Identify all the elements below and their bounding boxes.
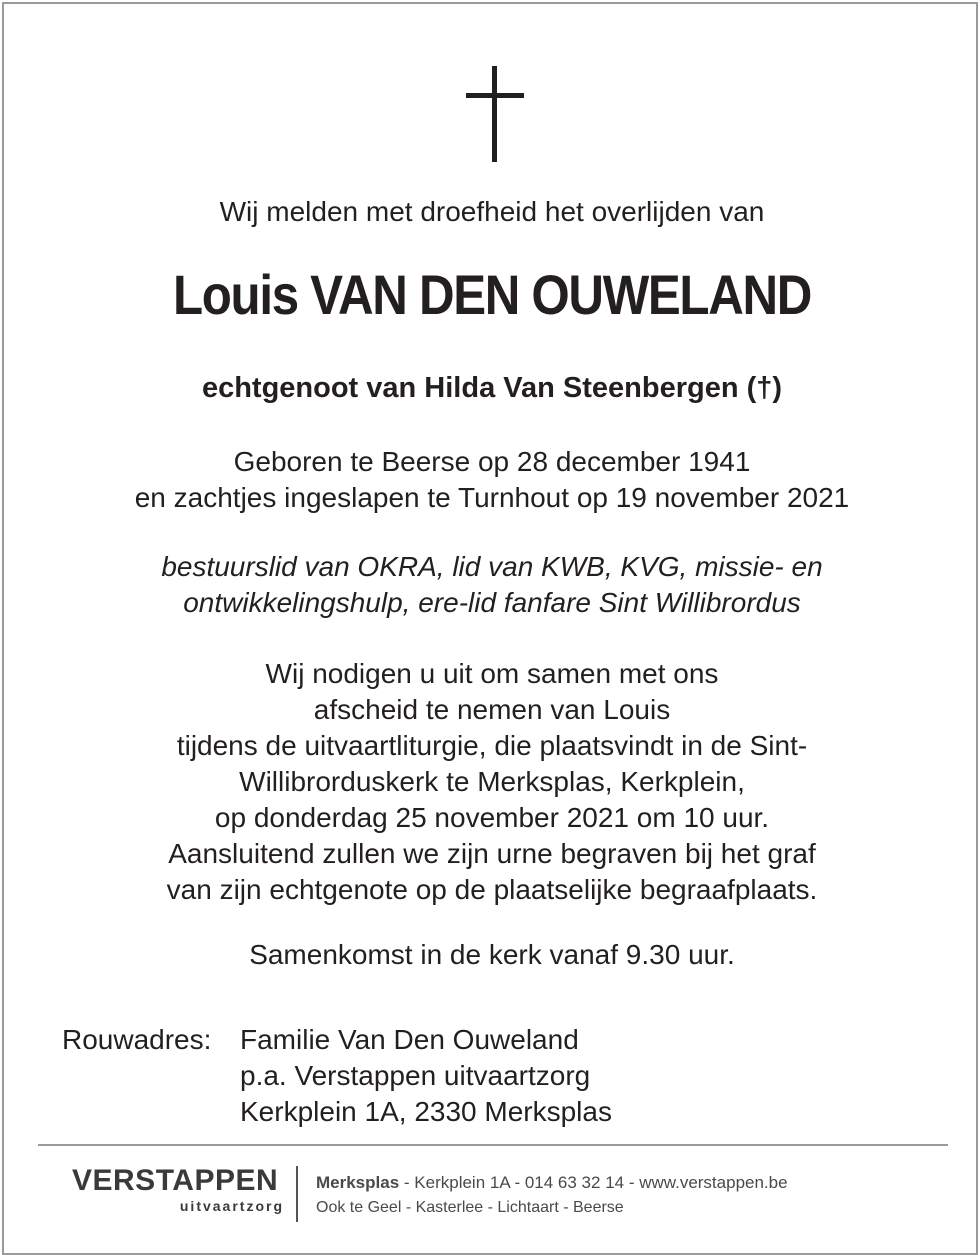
gathering-line: Samenkomst in de kerk vanaf 9.30 uur. bbox=[249, 939, 735, 970]
invitation-line: Aansluitend zullen we zijn urne begraven bij het graf bbox=[168, 838, 816, 869]
invitation-line: tijdens de uitvaartliturgie, die plaatsvindt in de Sint- bbox=[176, 730, 808, 761]
address-line: Kerkplein 1A, 2330 Merksplas bbox=[240, 1096, 612, 1127]
logo-separator bbox=[296, 1166, 298, 1222]
spouse-line: echtgenoot van Hilda Van Steenbergen (†) bbox=[201, 372, 783, 404]
logo-tagline: uitvaartzorg bbox=[179, 1198, 284, 1214]
footer-divider bbox=[38, 1144, 948, 1146]
deceased-name: Louis VAN DEN OUWELAND bbox=[172, 263, 812, 326]
associations-line: bestuurslid van OKRA, lid van KWB, KVG, missie- en bbox=[161, 551, 823, 582]
logo-wordmark: VERSTAPPEN bbox=[72, 1164, 279, 1197]
intro-text: Wij melden met droefheid het overlijden van bbox=[219, 196, 765, 227]
address-line: Familie Van Den Ouweland bbox=[240, 1024, 579, 1055]
invitation-line: van zijn echtgenote op de plaatselijke begraafplaats. bbox=[166, 874, 818, 905]
birth-line: Geboren te Beerse op 28 december 1941 bbox=[233, 446, 751, 477]
footer-contact bbox=[316, 1172, 788, 1194]
address-label: Rouwadres: bbox=[62, 1024, 212, 1055]
invitation-line: op donderdag 25 november 2021 om 10 uur. bbox=[214, 802, 770, 833]
verstappen-logo bbox=[72, 1164, 284, 1214]
footer-town: Merksplas bbox=[316, 1173, 400, 1192]
passing-line: en zachtjes ingeslapen te Turnhout op 19 november 2021 bbox=[134, 482, 850, 513]
death-notice bbox=[2, 2, 978, 1255]
invitation-line: afscheid te nemen van Louis bbox=[313, 694, 671, 725]
invitation-line: Willibrorduskerk te Merksplas, Kerkplein, bbox=[239, 766, 745, 797]
footer-contact-details: - Kerkplein 1A - 014 63 32 14 - www.verstappen.be bbox=[399, 1173, 788, 1192]
associations-line: ontwikkelingshulp, ere-lid fanfare Sint Willibrordus bbox=[183, 587, 801, 618]
cross-icon bbox=[466, 66, 524, 162]
invitation-line: Wij nodigen u uit om samen met ons bbox=[265, 658, 719, 689]
address-line: p.a. Verstappen uitvaartzorg bbox=[240, 1060, 591, 1091]
footer-branches: Ook te Geel - Kasterlee - Lichtaart - Beerse bbox=[316, 1199, 624, 1216]
